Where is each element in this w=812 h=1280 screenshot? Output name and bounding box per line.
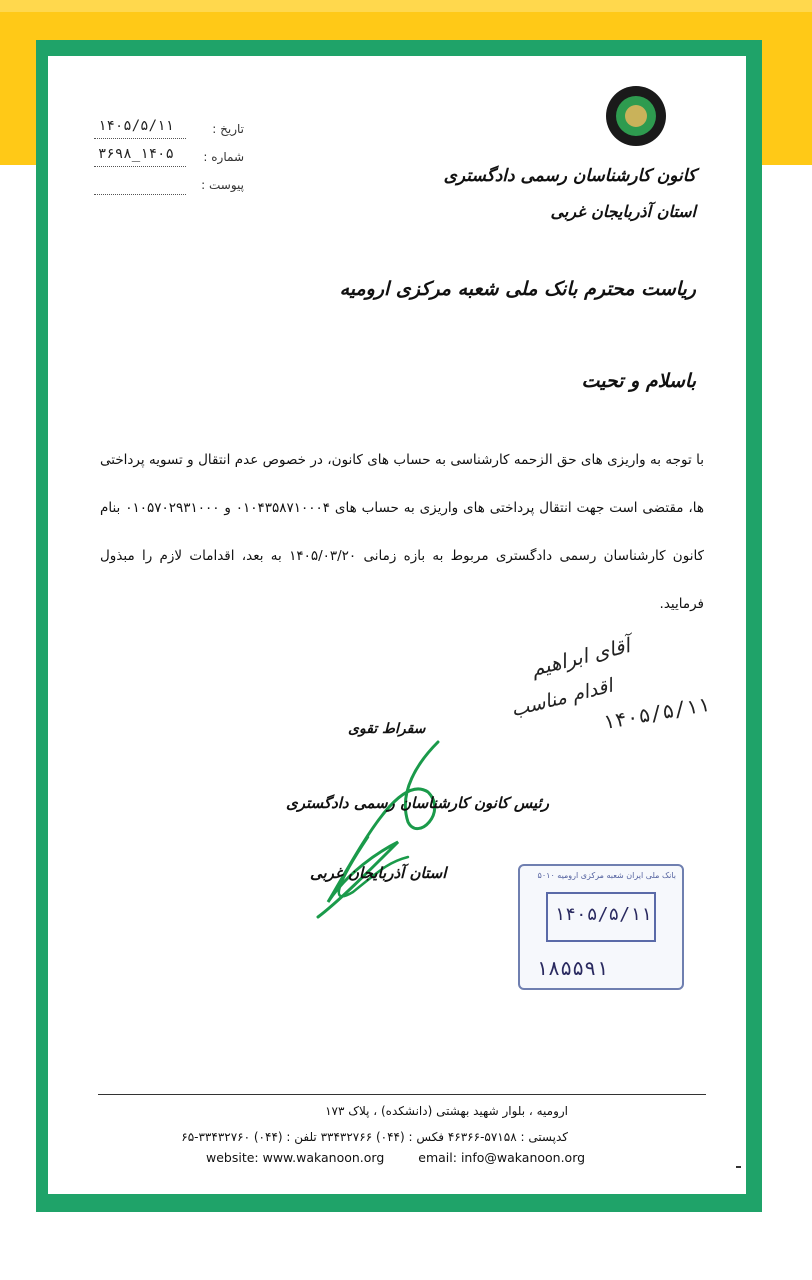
handwritten-note-line2: اقدام مناسب xyxy=(508,674,615,722)
letter-body: با توجه به واریزی های حق الزحمه کارشناسی به حساب های کانون، در خصوص عدم انتقال و تسویه پرداختی ها، مقتضی است جهت انتقال پرداختی های واریزی به حساب های ۰۱۰۴۳۵۸۷۱۰۰۰۴ و ۰۱۰۵۷۰۲۹۳۱۰۰۰ بنام کانون کارشناسان رسمی دادگستری مربوط به بازه زمانی ۱۴۰۵/۰۳/۲۰ به بعد، اقدامات لازم را مبذول فرمایید. xyxy=(100,452,704,612)
signer-title: رئیس کانون کارشناسان رسمی دادگستری xyxy=(286,794,549,812)
org-province: استان آذربایجان غربی xyxy=(550,202,696,221)
footer-divider xyxy=(98,1094,706,1095)
footer-address: ارومیه ، بلوار شهید بهشتی (دانشکده) ، پلاک ۱۷۳ xyxy=(325,1104,568,1118)
top-yellow-highlight xyxy=(0,0,812,12)
stamp-number: ۱۸۵۵۹۱ xyxy=(536,956,609,980)
number-label: شماره : xyxy=(203,150,244,164)
handwritten-note-line1: آقای ابراهیم xyxy=(528,633,633,681)
stamp-date: ۱۴۰۵/۵/۱۱ xyxy=(554,904,652,925)
signer-name: سقراط تقوی xyxy=(348,721,426,737)
handwritten-note-date: ۱۴۰۵/۵/۱۱ xyxy=(600,691,712,735)
date-row xyxy=(94,118,244,146)
number-value: ۱۴۰۵_۳۶۹۸ xyxy=(98,146,174,162)
org-name: کانون کارشناسان رسمی دادگستری xyxy=(443,166,696,186)
attachment-row xyxy=(94,178,244,202)
date-value: ۱۴۰۵/۵/۱۱ xyxy=(98,118,174,134)
stamp-header: بانک ملی ایران شعبه مرکزی ارومیه ۵۰۱۰ xyxy=(537,871,676,880)
attachment-label: پیوست : xyxy=(201,178,244,192)
website-link[interactable]: website: www.wakanoon.org xyxy=(206,1150,385,1165)
email-link[interactable]: email: info@wakanoon.org xyxy=(418,1150,586,1165)
greeting: باسلام و تحیت xyxy=(581,370,696,392)
recipient: ریاست محترم بانک ملی شعبه مرکزی ارومیه xyxy=(339,278,696,300)
organization-logo xyxy=(606,86,666,146)
number-row xyxy=(94,146,244,174)
date-label: تاریخ : xyxy=(212,122,244,136)
letter-page xyxy=(48,56,746,1194)
signer-province: استان آذربایجان غربی xyxy=(310,864,447,882)
footer-web xyxy=(206,1150,585,1165)
bank-receipt-stamp xyxy=(518,864,684,990)
signature-scribble xyxy=(298,732,458,922)
footer-contact: کدپستی : ۵۷۱۵۸-۴۶۳۶۶ فکس : (۰۴۴) ۳۳۴۳۲۷۶۶ تلفن : (۰۴۴) ۳۳۴۳۲۷۶۰-۶۵ xyxy=(181,1130,568,1144)
handwritten-note xyxy=(510,621,750,741)
